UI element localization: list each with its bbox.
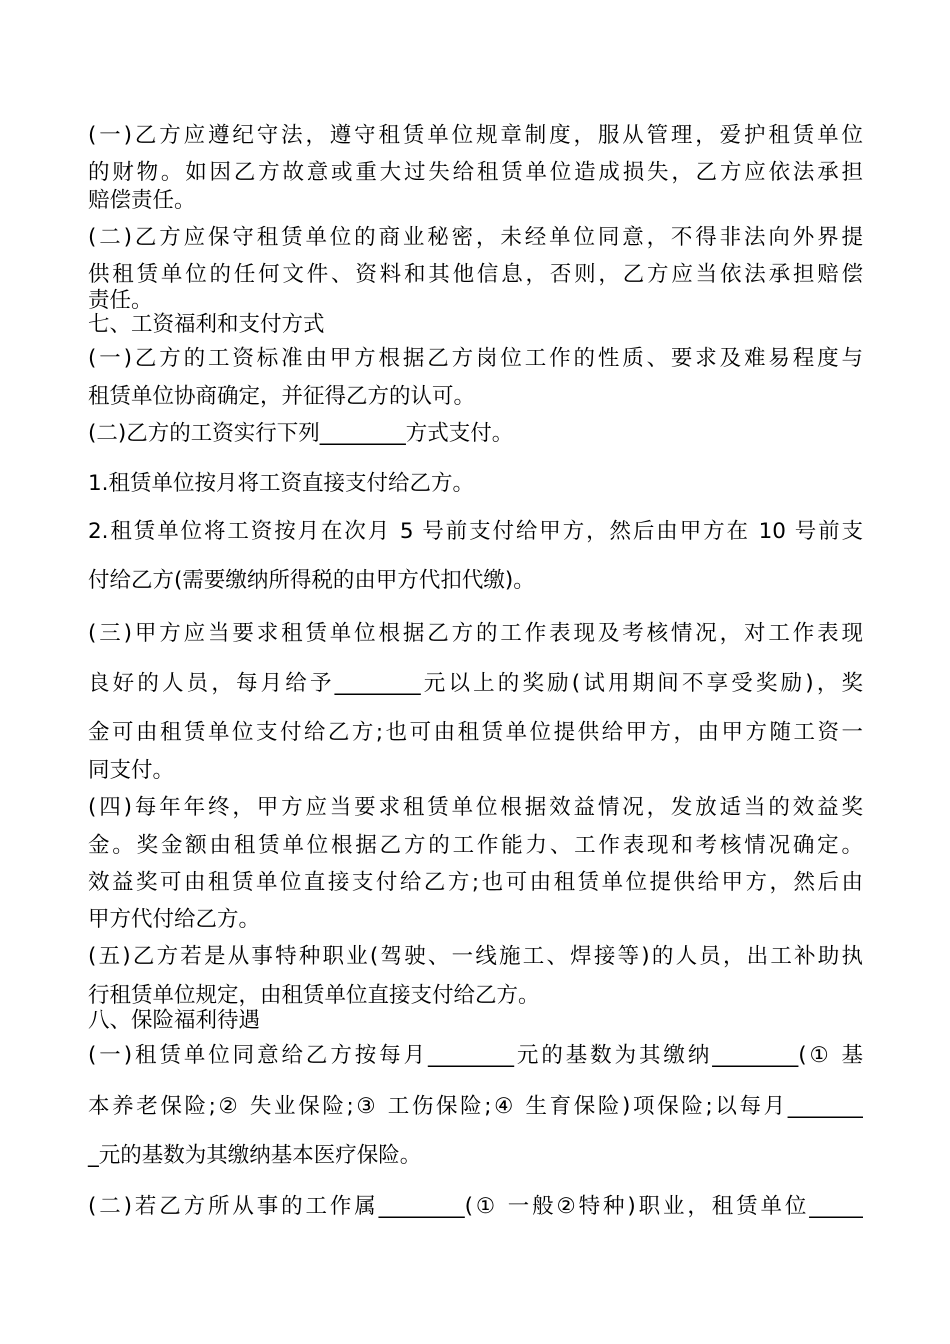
paragraph-line: 效益奖可由租赁单位直接支付给乙方;也可由租赁单位提供给甲方，然后由	[88, 870, 863, 895]
paragraph-line: 责任。	[88, 288, 153, 313]
paragraph-line: 2.租赁单位将工资按月在次月 5 号前支付给甲方，然后由甲方在 10 号前支	[88, 519, 863, 544]
paragraph-line: 行租赁单位规定，由租赁单位直接支付给乙方。	[88, 983, 540, 1008]
section-heading: 八、保险福利待遇	[88, 1008, 261, 1033]
section-heading: 七、工资福利和支付方式	[88, 312, 325, 337]
paragraph-line: 金。奖金额由租赁单位根据乙方的工作能力、工作表现和考核情况确定。	[88, 833, 863, 858]
paragraph-line: (三)甲方应当要求租赁单位根据乙方的工作表现及考核情况，对工作表现	[88, 621, 863, 646]
paragraph-line: 付给乙方(需要缴纳所得税的由甲方代扣代缴)。	[88, 568, 535, 593]
paragraph-line: 金可由租赁单位支付给乙方;也可由租赁单位提供给甲方，由甲方随工资一	[88, 720, 863, 745]
paragraph-line: _元的基数为其缴纳基本医疗保险。	[88, 1143, 422, 1168]
paragraph-line: 供租赁单位的任何文件、资料和其他信息，否则，乙方应当依法承担赔偿	[88, 262, 863, 287]
paragraph-line: (一)乙方的工资标准由甲方根据乙方岗位工作的性质、要求及难易程度与	[88, 346, 863, 371]
paragraph-line: 本养老保险;② 失业保险;③ 工伤保险;④ 生育保险)项保险;以每月_______	[88, 1094, 863, 1119]
paragraph-line: (二)乙方应保守租赁单位的商业秘密，未经单位同意，不得非法向外界提	[88, 225, 863, 250]
paragraph-line: 甲方代付给乙方。	[88, 907, 261, 932]
paragraph-line: 赔偿责任。	[88, 188, 196, 213]
paragraph-line: (四)每年年终，甲方应当要求租赁单位根据效益情况，发放适当的效益奖	[88, 795, 863, 820]
paragraph-line: (二)若乙方所从事的工作属________(① 一般②特种)职业，租赁单位_____	[88, 1194, 863, 1219]
paragraph-line: 的财物。如因乙方故意或重大过失给租赁单位造成损失，乙方应依法承担	[88, 160, 863, 185]
paragraph-line: (一)租赁单位同意给乙方按每月________元的基数为其缴纳________(① 基	[88, 1043, 863, 1068]
paragraph-line: (二)乙方的工资实行下列________方式支付。	[88, 421, 514, 446]
paragraph-line: 同支付。	[88, 758, 175, 783]
paragraph-line: 1.租赁单位按月将工资直接支付给乙方。	[88, 471, 475, 496]
paragraph-line: (五)乙方若是从事特种职业(驾驶、一线施工、焊接等)的人员，出工补助执	[88, 944, 863, 969]
paragraph-line: 良好的人员，每月给予________元以上的奖励(试用期间不享受奖励)，奖	[88, 671, 863, 696]
paragraph-line: (一)乙方应遵纪守法，遵守租赁单位规章制度，服从管理，爱护租赁单位	[88, 123, 863, 148]
paragraph-line: 租赁单位协商确定，并征得乙方的认可。	[88, 384, 476, 409]
